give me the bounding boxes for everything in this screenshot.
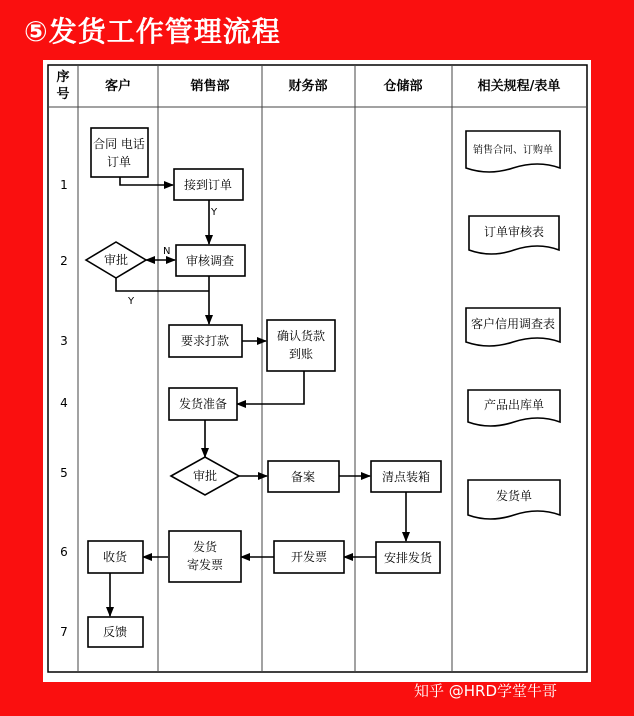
row-number: 4	[60, 396, 68, 410]
node-confirm-payment	[267, 320, 335, 371]
label-yes: Y	[128, 296, 135, 307]
row-number: 2	[60, 254, 68, 268]
node-text: 发货准备	[178, 397, 228, 411]
node-text: 要求打款	[180, 334, 230, 348]
label-yes: Y	[211, 207, 218, 218]
node-text: 到账	[288, 347, 314, 361]
header-warehouse: 仓储部	[383, 79, 423, 94]
header-finance: 财务部	[288, 79, 328, 94]
flowchart-paper	[43, 60, 591, 682]
row-number: 3	[60, 334, 68, 348]
node-text: 审核调查	[185, 254, 235, 268]
node-text: 审批	[103, 253, 129, 267]
document-label: 产品出库单	[483, 398, 545, 412]
arrow-confirm-to-prepare	[237, 371, 304, 404]
connector-approval-yes	[116, 278, 209, 291]
node-text: 清点装箱	[381, 470, 431, 484]
arrow-order-to-receive	[120, 177, 173, 185]
row-number: 1	[60, 178, 68, 192]
row-number: 6	[60, 545, 68, 559]
node-text: 反馈	[102, 625, 128, 639]
node-text: 安排发货	[383, 551, 433, 565]
page-title: ⑤发货工作管理流程	[24, 15, 281, 48]
node-text: 确认货款	[276, 329, 326, 343]
node-text: 寄发票	[186, 558, 224, 572]
document-label: 发货单	[495, 489, 533, 503]
node-text: 合同 电话	[93, 137, 145, 151]
header-documents: 相关规程/表单	[477, 79, 561, 94]
header-customer: 客户	[104, 79, 132, 94]
document-label: 订单审核表	[483, 225, 545, 239]
node-text: 发货	[192, 540, 218, 554]
node-text: 接到订单	[183, 178, 233, 192]
header-sales: 销售部	[190, 79, 230, 94]
document-label: 销售合同、订购单	[473, 145, 553, 156]
node-text: 收货	[102, 550, 128, 564]
flowchart	[43, 60, 591, 682]
label-no: N	[163, 246, 171, 257]
node-text: 审批	[192, 469, 218, 483]
header-seq: 序	[56, 70, 70, 85]
watermark: 知乎 @HRD学堂牛哥	[414, 682, 558, 700]
document-label: 客户信用调查表	[470, 317, 556, 331]
node-text: 订单	[106, 155, 132, 169]
node-ship-invoice	[169, 531, 241, 582]
node-text: 开发票	[290, 550, 328, 564]
node-text: 备案	[290, 470, 316, 484]
header-seq: 号	[56, 87, 70, 102]
row-number: 7	[60, 625, 68, 639]
row-number: 5	[60, 466, 68, 480]
node-contract-order	[91, 128, 148, 177]
